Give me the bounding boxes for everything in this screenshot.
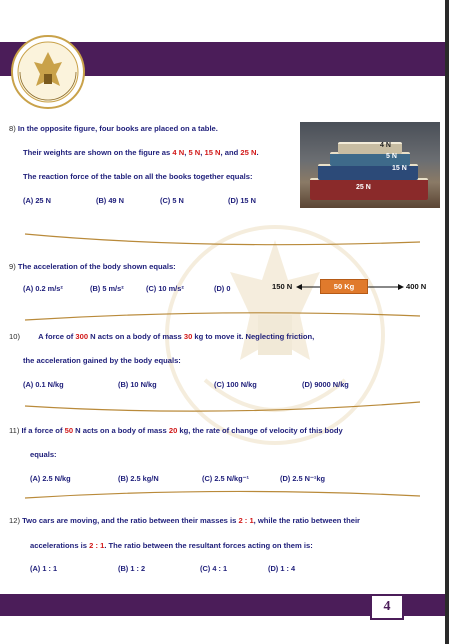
q10-text: N acts on a body of mass <box>88 332 184 341</box>
q12-option-a[interactable]: (A) 1 : 1 <box>30 564 58 573</box>
divider-1 <box>0 228 445 250</box>
q11-text: kg, the rate of change of velocity of this body <box>177 426 343 435</box>
q8-sep: , <box>200 148 205 157</box>
q12-text: Two cars are moving, and the ratio between their masses is <box>22 516 239 525</box>
q10-force: 300 <box>75 332 89 341</box>
q12-text: . The ratio between the resultant forces acting on them is: <box>104 541 313 550</box>
book-label-5n: 5 N <box>386 153 397 160</box>
q11-text: If a force of <box>21 426 65 435</box>
q12-text: accelerations is <box>30 541 90 550</box>
q8-weight-1: 4 N <box>172 148 185 157</box>
q8-sep: , and <box>220 148 241 157</box>
q12-line2 <box>30 541 313 550</box>
force-right-label: 400 N <box>406 282 427 291</box>
q12-number: 12) <box>9 516 20 525</box>
q9-option-a[interactable]: (A) 0.2 m/s² <box>23 284 63 293</box>
book-label-25n: 25 N <box>356 184 371 191</box>
q10-text: A force of <box>38 332 76 341</box>
force-left-label: 150 N <box>272 282 293 291</box>
q8-line2-text: Their weights are shown on the figure as <box>23 148 173 157</box>
q9-option-d[interactable]: (D) 0 <box>214 284 231 293</box>
q12-option-b[interactable]: (B) 1 : 2 <box>118 564 146 573</box>
q12-accel-ratio: 2 : 1 <box>89 541 105 550</box>
book-5n <box>330 152 410 166</box>
q11-option-b[interactable]: (B) 2.5 kg/N <box>118 474 159 483</box>
divider-4 <box>0 484 445 506</box>
ministry-logo <box>10 34 86 110</box>
q8-end: . <box>256 148 259 157</box>
q10-number: 10) <box>9 332 20 341</box>
q11-option-c[interactable]: (C) 2.5 N/kg⁻¹ <box>202 474 250 483</box>
q8-number: 8) <box>9 124 16 133</box>
q11-mass: 20 <box>168 426 178 435</box>
q10-text: kg to move it. Neglecting friction, <box>192 332 315 341</box>
q8-weight-3: 15 N <box>204 148 221 157</box>
q8-line1 <box>9 124 218 133</box>
q11-text: N acts on a body of mass <box>73 426 169 435</box>
divider-2 <box>0 306 445 328</box>
q8-line3: The reaction force of the table on all the books together equals: <box>23 172 253 181</box>
q9-option-c[interactable]: (C) 10 m/s² <box>146 284 184 293</box>
q12-option-c[interactable]: (C) 4 : 1 <box>200 564 228 573</box>
q8-weight-2: 5 N <box>188 148 201 157</box>
q10-option-a[interactable]: (A) 0.1 N/kg <box>23 380 64 389</box>
q11-option-a[interactable]: (A) 2.5 N/kg <box>30 474 71 483</box>
q10-option-d[interactable]: (D) 9000 N/kg <box>302 380 349 389</box>
q12-line1 <box>9 516 360 525</box>
q11-force: 50 <box>64 426 74 435</box>
q9-text: The acceleration of the body shown equals: <box>17 262 176 271</box>
q9-line1 <box>9 262 176 271</box>
page-edge <box>445 0 449 644</box>
q10-mass: 30 <box>183 332 193 341</box>
q10-line1 <box>9 332 314 341</box>
page-number: 4 <box>370 594 404 620</box>
books-figure <box>300 122 440 208</box>
q8-text: In the opposite figure, four books are placed on a table. <box>17 124 218 133</box>
q9-number: 9) <box>9 262 16 271</box>
q11-line2: equals: <box>30 450 57 459</box>
q8-option-c[interactable]: (C) 5 N <box>160 196 184 205</box>
q8-sep: , <box>184 148 189 157</box>
book-label-15n: 15 N <box>392 165 407 172</box>
q10-option-b[interactable]: (B) 10 N/kg <box>118 380 157 389</box>
q11-number: 11) <box>9 426 20 435</box>
divider-3 <box>0 396 445 418</box>
q10-option-c[interactable]: (C) 100 N/kg <box>214 380 257 389</box>
q8-line2 <box>23 148 259 157</box>
q12-mass-ratio: 2 : 1 <box>238 516 254 525</box>
q12-option-d[interactable]: (D) 1 : 4 <box>268 564 296 573</box>
q10-line2: the acceleration gained by the body equals: <box>23 356 181 365</box>
mass-block: 50 Kg <box>320 279 368 294</box>
q12-text: , while the ratio between their <box>253 516 361 525</box>
q8-option-b[interactable]: (B) 49 N <box>96 196 124 205</box>
q8-weight-4: 25 N <box>240 148 257 157</box>
q8-option-a[interactable]: (A) 25 N <box>23 196 51 205</box>
q8-option-d[interactable]: (D) 15 N <box>228 196 256 205</box>
book-label-4n: 4 N <box>380 142 391 149</box>
q9-option-b[interactable]: (B) 5 m/s² <box>90 284 124 293</box>
q11-option-d[interactable]: (D) 2.5 N⁻¹kg <box>280 474 325 483</box>
q11-line1 <box>9 426 343 435</box>
